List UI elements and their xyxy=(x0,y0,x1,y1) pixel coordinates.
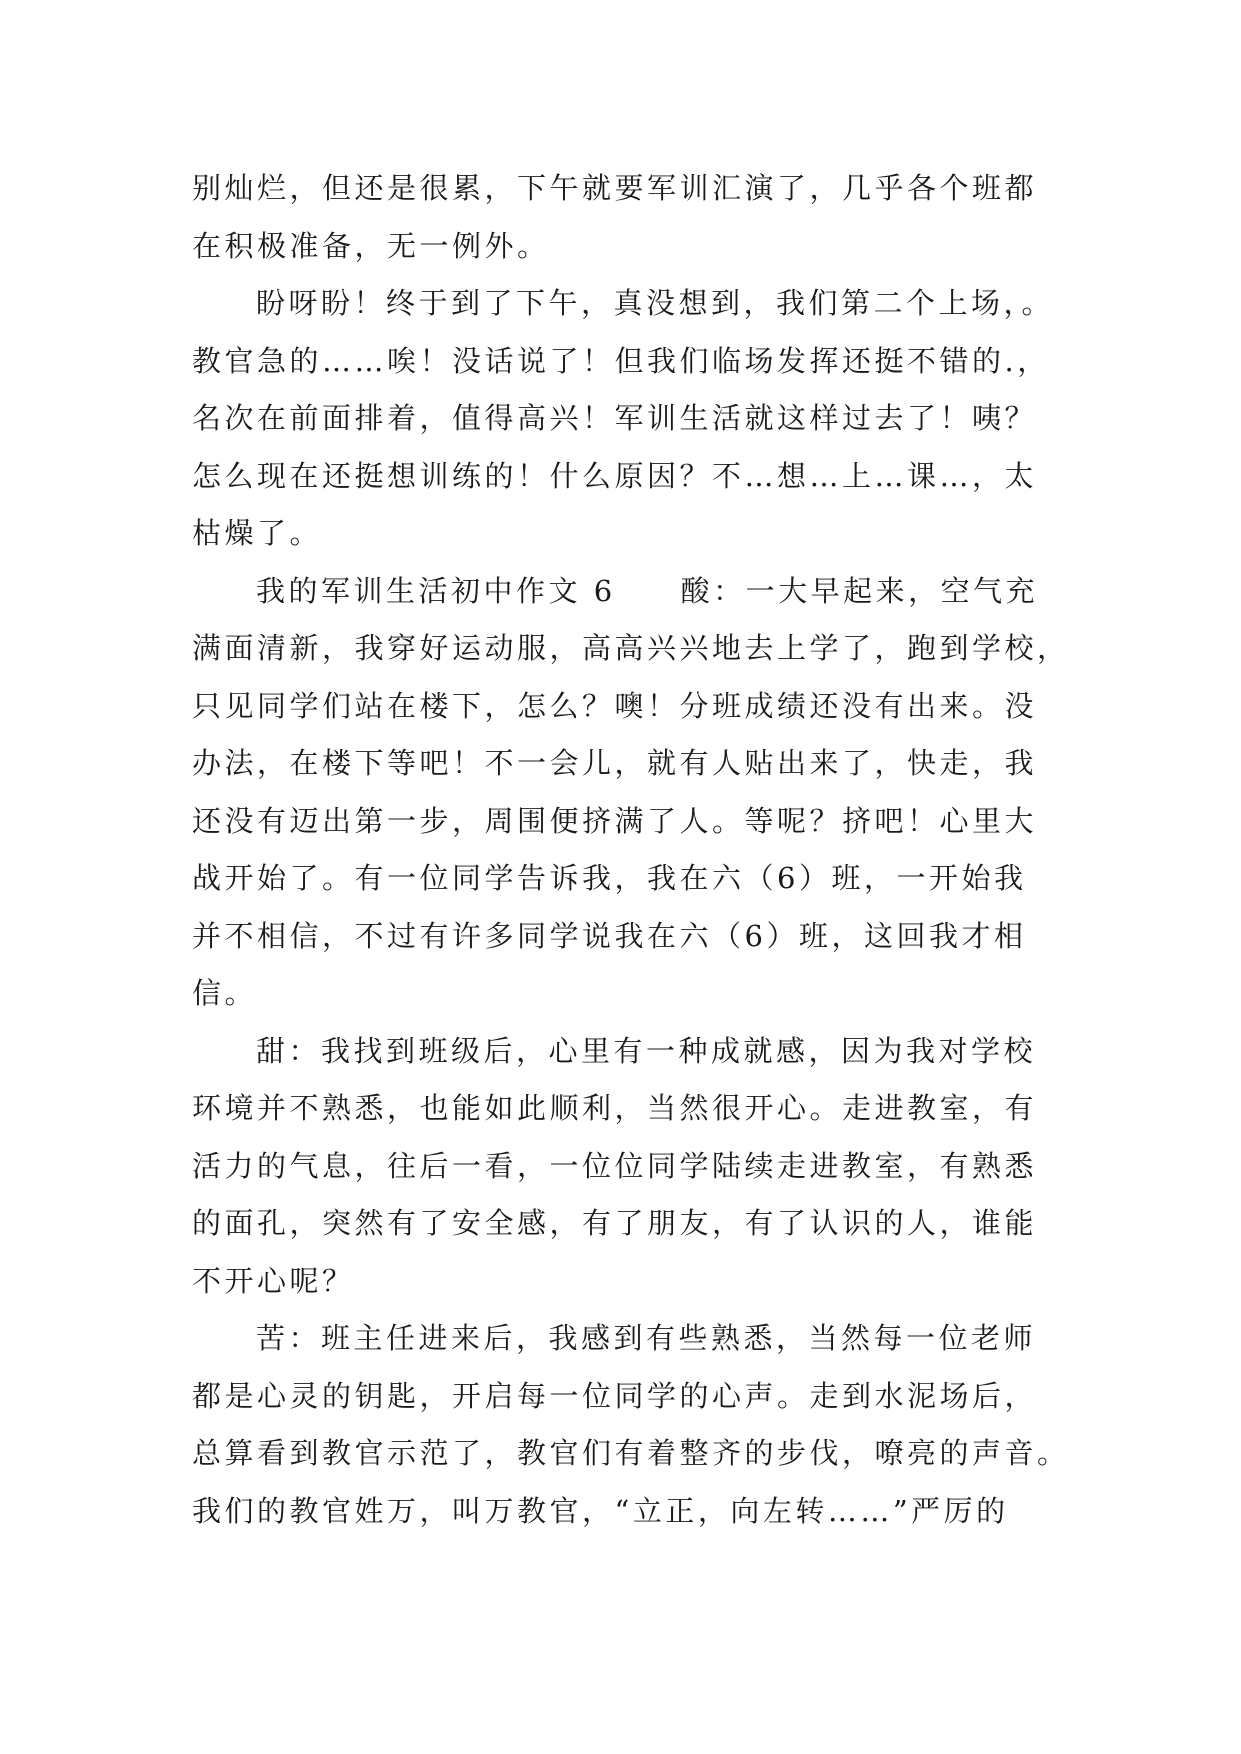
document-body xyxy=(192,160,1082,1540)
text-line: 我们的教官姓万，叫万教官，“立正，向左转……”严厉的 xyxy=(192,1493,1009,1528)
text-line: 活力的气息，往后一看，一位位同学陆续走进教室，有熟悉 xyxy=(192,1148,1038,1183)
text-line: 的面孔，突然有了安全感，有了朋友，有了认识的人，谁能 xyxy=(192,1206,1038,1240)
text-line: 环境并不熟悉，也能如此顺利，当然很开心。走进教室，有 xyxy=(192,1091,1038,1125)
text-line: 别灿烂，但还是很累，下午就要军训汇演了，几乎各个班都 xyxy=(192,171,1038,205)
text-line: 战开始了。有一位同学告诉我，我在六（6）班，一开始我 xyxy=(192,861,1027,895)
text-line: 办法，在楼下等吧！不一会儿，就有人贴出来了，快走，我 xyxy=(192,746,1038,780)
text-line: 苦：班主任进来后，我感到有些熟悉，当然每一位老师 xyxy=(256,1321,1037,1355)
text-line: 满面清新，我穿好运动服，高高兴兴地去上学了，跑到学校， xyxy=(192,631,1070,665)
text-line: 只见同学们站在楼下，怎么？噢！分班成绩还没有出来。没 xyxy=(192,688,1038,723)
text-line: 在积极准备，无一例外。 xyxy=(192,228,550,263)
text-line: 还没有迈出第一步，周围便挤满了人。等呢？挤吧！心里大 xyxy=(192,803,1038,838)
text-line: 总算看到教官示范了，教官们有着整齐的步伐，嘹亮的声音。 xyxy=(192,1436,1070,1470)
text-line: 枯燥了。 xyxy=(192,516,323,550)
text-line: 怎么现在还挺想训练的！什么原因？不…想…上…课…，太 xyxy=(192,458,1038,493)
text-line: 我的军训生活初中作文 6 酸：一大早起来，空气充 xyxy=(256,573,1039,608)
text-line: 不开心呢？ xyxy=(192,1263,355,1298)
text-line: 甜：我找到班级后，心里有一种成就感，因为我对学校 xyxy=(256,1033,1037,1068)
text-line: 并不相信，不过有许多同学说我在六（6）班，这回我才相 xyxy=(192,918,1027,953)
text-line: 信。 xyxy=(192,976,258,1010)
text-line: 教官急的……唉！没话说了！但我们临场发挥还挺不错的.， xyxy=(192,343,1050,378)
text-line: 名次在前面排着，值得高兴！军训生活就这样过去了！咦？ xyxy=(192,401,1038,435)
text-line: 盼呀盼！终于到了下午，真没想到，我们第二个上场，。 xyxy=(256,286,1055,320)
text-line: 都是心灵的钥匙，开启每一位同学的心声。走到水泥场后， xyxy=(192,1378,1038,1413)
